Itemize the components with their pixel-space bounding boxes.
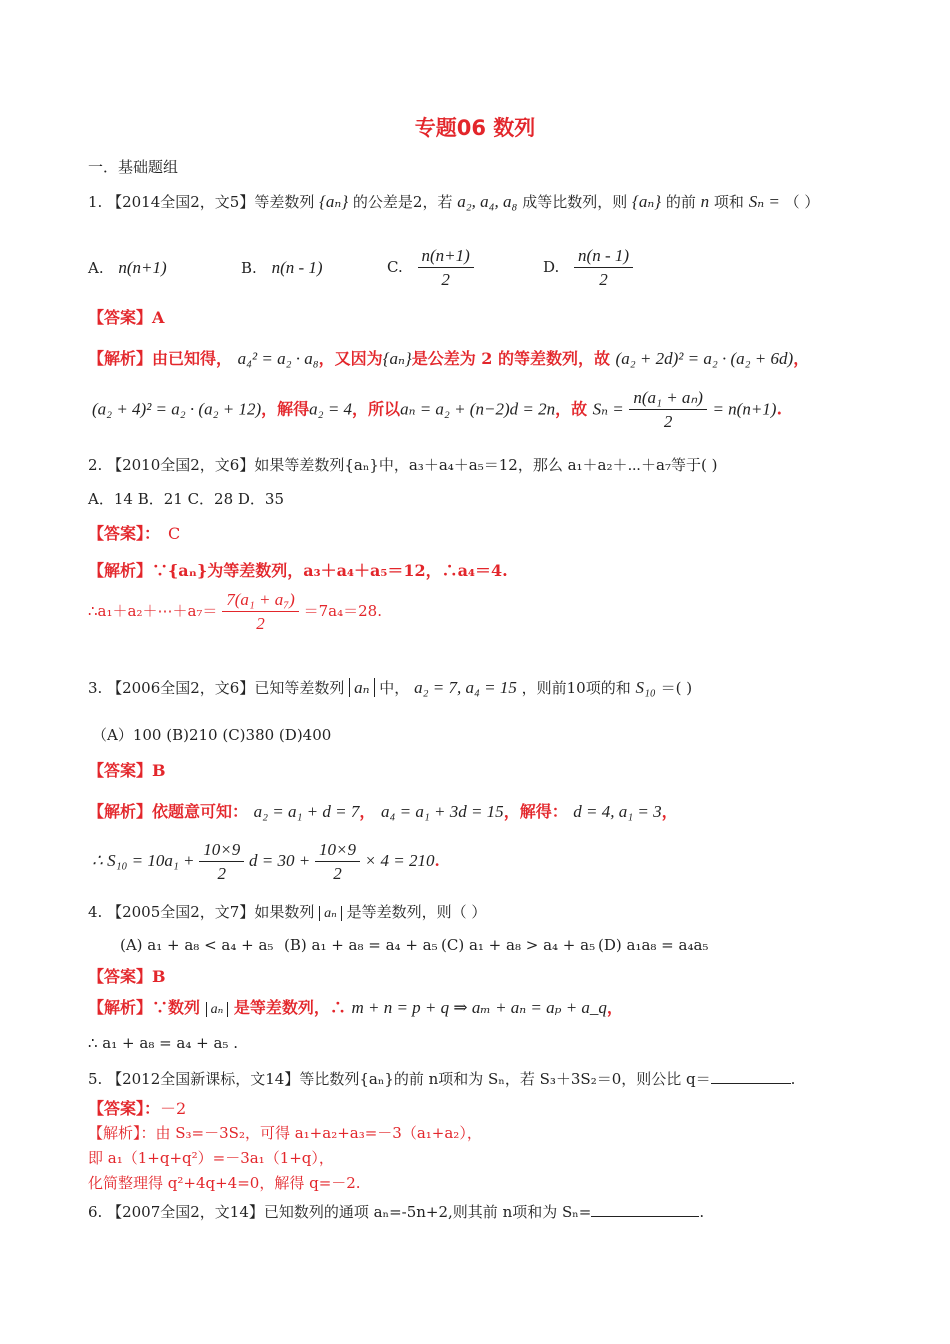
q1-option-b	[241, 258, 323, 278]
q3-equation-1: a₂ = a₁ + d = 7	[253, 802, 360, 821]
q3-mid-text: d = 30 +	[249, 851, 311, 870]
q1-seq-2: {aₙ}	[632, 192, 662, 211]
q3-period: .	[434, 852, 440, 870]
q1-option-a-text: n(n+1)	[118, 258, 167, 277]
q1-seq-3: {aₙ}	[382, 349, 412, 368]
q4-analysis-label: 【解析】∵数列	[88, 998, 201, 1017]
q2-analysis: 【解析】∵{aₙ}为等差数列，a₃＋a₄＋a₅＝12，∴a₄＝4.	[88, 561, 508, 580]
q2-stem: 2. 【2010全国2，文6】如果等差数列{aₙ}中，a₃＋a₄＋a₅＝12，那么 a₁＋a₂＋⋯＋a₇等于( )	[88, 456, 718, 474]
q1-equation-1: a₄² = a₂ · a₈	[237, 349, 319, 368]
q3-options: （A）100 (B)210 (C)380 (D)400	[92, 726, 332, 744]
q1-equation-3: (a₂ + 4)² = a₂ · (a₂ + 12)	[92, 399, 262, 419]
q3-result-text: × 4 = 210	[364, 851, 435, 870]
q4-seq: aₙ	[319, 906, 342, 921]
q5-answer	[88, 1096, 186, 1119]
q5-answer-label: 【答案】：	[88, 1099, 161, 1118]
q4-analysis-line2: ∴ a₁ + a₈ = a₄ + a₅ .	[88, 1034, 238, 1052]
q5-answer-blank	[711, 1069, 791, 1084]
q1-equation-4: a₂ = 4	[309, 399, 353, 419]
q1-option-c	[387, 246, 474, 290]
q3-fraction-1-numerator: 10×9	[199, 840, 244, 862]
q4-option-a: (A) a₁ + a₈ < a₄ + a₅	[120, 936, 274, 954]
q1-sum-denominator: 2	[663, 412, 673, 431]
q1-option-a	[88, 258, 167, 278]
q3-sum-text: ∴ S₁₀ = 10a₁ +	[92, 851, 195, 870]
q4-analysis-line1	[88, 995, 623, 1018]
q1-paren: （ ）	[784, 193, 820, 211]
q5-analysis-line3: 化简整理得 q²+4q+4=0，解得 q=－2.	[88, 1174, 361, 1192]
q1-analysis-text-3: 是公差为 2 的等差数列，故	[411, 349, 610, 368]
section-heading: 一．基础题组	[88, 158, 179, 176]
q1-option-c-label: C.	[387, 258, 403, 276]
q4-option-d: (D) a₁a₈ = a₄a₅	[598, 936, 709, 954]
q3-seq: aₙ	[349, 678, 374, 697]
q2-answer	[88, 521, 180, 544]
q1-analysis-text-5: ，所以	[352, 399, 401, 419]
q5-period: .	[790, 1070, 796, 1088]
q3-fraction-1	[199, 840, 244, 884]
q3-analysis-line2	[92, 840, 440, 884]
q1-n: n	[700, 192, 710, 211]
q1-equation-2: (a₂ + 2d)² = a₂ · (a₂ + 6d)	[615, 349, 794, 368]
q6-period: .	[699, 1203, 705, 1221]
q3-equation-2: a₄ = a₁ + 3d = 15	[380, 802, 504, 821]
q2-options: A．14 B．21 C．28 D．35	[88, 490, 285, 508]
q3-fraction-2-denominator: 2	[333, 864, 342, 883]
q3-s10: S₁₀	[635, 678, 656, 697]
q2-fraction	[222, 590, 299, 634]
q3-fraction-1-denominator: 2	[217, 864, 227, 883]
page-title: 专题06 数列	[414, 116, 536, 140]
q1-option-b-label: B.	[241, 259, 257, 277]
q1-option-d-denominator: 2	[599, 270, 608, 289]
q1-seq: {aₙ}	[319, 192, 349, 211]
q1-sum-fraction	[629, 388, 706, 432]
q1-analysis-label: 【解析】	[88, 349, 153, 368]
q3-answer: 【答案】B	[88, 761, 166, 780]
q1-analysis-text-6: ，故	[555, 399, 588, 419]
q1-analysis-text-4: ，解得	[261, 399, 310, 419]
q1-analysis-line2	[92, 388, 782, 432]
q1-option-c-denominator: 2	[441, 270, 450, 289]
q1-equation-5: aₙ = a₂ + (n−2)d = 2n	[400, 399, 556, 419]
q1-stem-b: 的公差是2，若	[352, 193, 453, 211]
q1-option-d	[543, 246, 633, 290]
q4-stem-a: 4. 【2005全国2，文7】如果数列	[88, 903, 315, 921]
q4-analysis-text: 是等差数列，∴	[233, 998, 346, 1017]
q4-seq-2: aₙ	[206, 1002, 229, 1017]
q1-option-b-text: n(n - 1)	[271, 258, 323, 277]
q5-stem	[88, 1068, 795, 1089]
q3-fraction-2	[315, 840, 360, 884]
q3-stem-b: 中，	[379, 679, 410, 697]
q1-equation-6a: Sₙ =	[592, 399, 624, 419]
q3-comma-2: ，	[661, 802, 678, 821]
q4-option-c: (C) a₁ + a₈ > a₄ + a₅	[441, 936, 596, 954]
q4-equation: m + n = p + q ⇒ aₘ + aₙ = aₚ + a_q	[351, 998, 607, 1017]
q2-result-text: ＝7a₄＝28.	[303, 602, 382, 620]
q3-stem-c: ，则前10项的和	[521, 679, 631, 697]
q3-solve-text: ，解得：	[503, 802, 568, 821]
q3-equation-3: d = 4, a₁ = 3	[573, 802, 662, 821]
q3-analysis-line1	[88, 799, 678, 822]
q6-stem-text: 6. 【2007全国2，文14】已知数列的通项 aₙ=-5n+2,则其前 n项和为 Sₙ=	[88, 1203, 592, 1221]
q1-stem-c: 成等比数列，则	[522, 193, 628, 211]
q1-stem-d: 的前	[665, 193, 696, 211]
q1-terms: a₂, a₄, a₈	[457, 192, 518, 211]
q3-stem	[88, 677, 692, 698]
q2-fraction-denominator: 2	[256, 614, 265, 633]
q1-answer: 【答案】A	[88, 308, 165, 327]
q3-analysis-label: 【解析】依题意可知：	[88, 802, 249, 821]
q1-option-d-numerator: n(n - 1)	[574, 246, 633, 268]
q1-comma: ，	[793, 349, 810, 368]
q5-stem-text: 5. 【2012全国新课标，文14】等比数列{aₙ}的前 n项和为 Sₙ，若 S₃＋3S₂＝0，则公比 q＝	[88, 1070, 711, 1088]
q3-condition: a₂ = 7, a₄ = 15	[414, 678, 517, 697]
q4-stem	[88, 901, 486, 922]
q5-answer-value: －2	[160, 1099, 187, 1118]
q1-analysis-text-1: 由已知得，	[152, 349, 233, 368]
q1-stem-a: 1. 【2014全国2，文5】等差数列	[88, 193, 315, 211]
q1-stem-e: 项和	[713, 193, 744, 211]
q6-stem	[88, 1201, 704, 1222]
q3-stem-d: ＝( )	[660, 679, 693, 697]
q2-fraction-numerator: 7(a₁ + a₇)	[222, 590, 299, 612]
q1-equation-6b: = n(n+1)	[712, 399, 777, 419]
q5-analysis-line1: 【解析】：由 S₃=－3S₂，可得 a₁+a₂+a₃=－3（a₁+a₂），	[88, 1124, 482, 1142]
q4-option-b: (B) a₁ + a₈ = a₄ + a₅	[284, 936, 438, 954]
q1-option-d-fraction	[574, 246, 633, 290]
q4-comma: ，	[606, 998, 623, 1017]
q1-stem	[88, 191, 819, 212]
q4-stem-b: 是等差数列，则（ ）	[346, 903, 487, 921]
q1-option-c-fraction	[418, 246, 474, 290]
q3-fraction-2-numerator: 10×9	[315, 840, 360, 862]
q6-answer-blank	[591, 1202, 699, 1217]
q3-stem-a: 3. 【2006全国2，文6】已知等差数列	[88, 679, 345, 697]
q1-option-d-label: D.	[543, 258, 560, 276]
q1-option-a-label: A.	[88, 259, 104, 277]
q1-period: .	[776, 399, 783, 419]
q2-sum-text: ∴a₁＋a₂＋⋯＋a₇＝	[88, 602, 218, 620]
q1-analysis-line1	[88, 346, 809, 369]
q5-analysis-line2: 即 a₁（1+q+q²）=－3a₁（1+q），	[88, 1149, 334, 1167]
q1-sn: Sₙ =	[748, 192, 780, 211]
q1-analysis-text-2: ，又因为	[318, 349, 383, 368]
q3-comma: ，	[359, 802, 376, 821]
q1-option-c-numerator: n(n+1)	[418, 246, 474, 268]
q2-analysis-line2	[88, 590, 382, 634]
q2-answer-value: C	[168, 524, 181, 543]
q4-answer: 【答案】B	[88, 967, 166, 986]
q1-sum-numerator: n(a₁ + aₙ)	[629, 388, 706, 410]
q2-answer-label: 【答案】：	[88, 524, 161, 543]
